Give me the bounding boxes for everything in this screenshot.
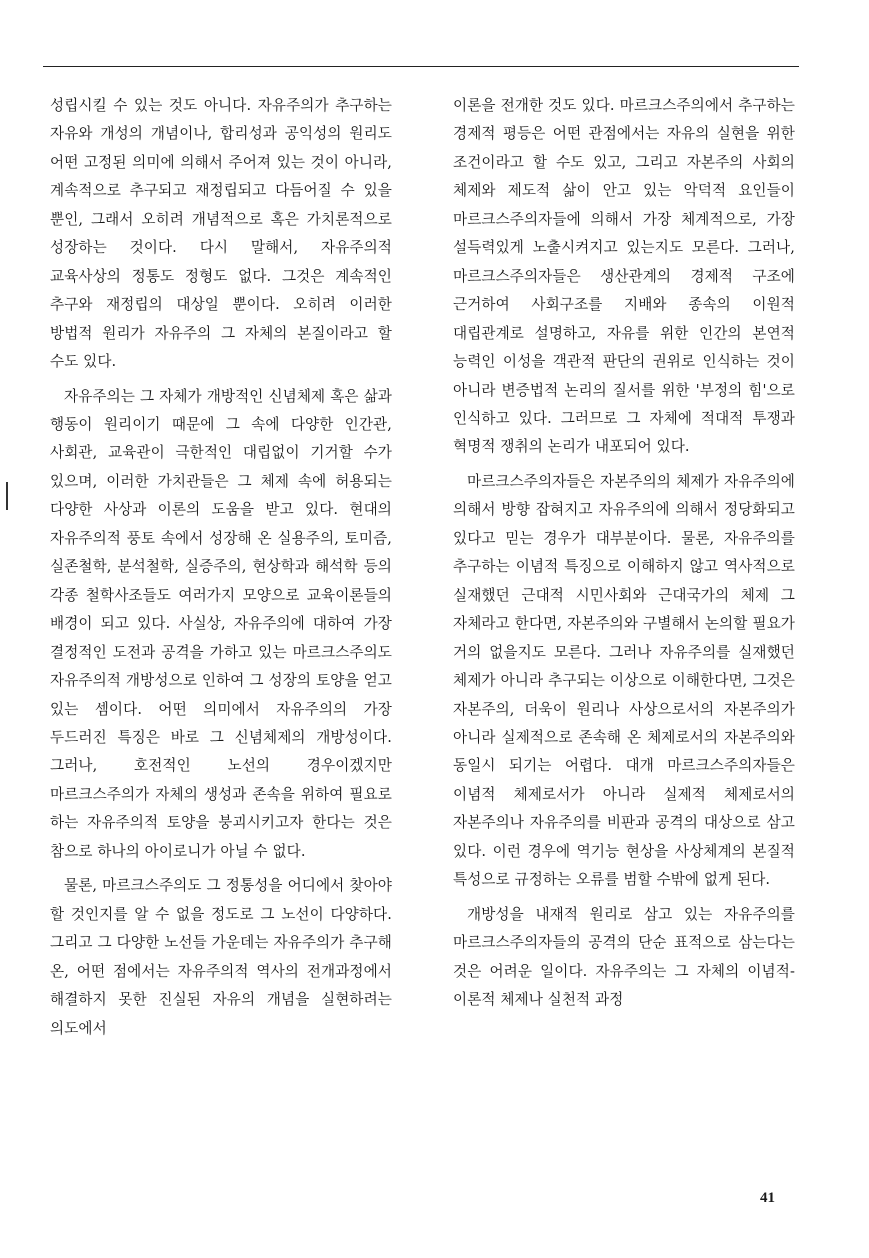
left-paragraph-3: 물론, 마르크스주의도 그 정통성을 어디에서 찾아야 할 것인지를 알 수 없을 정도로 그 노선이 다양하다. 그리고 그 다양한 노선들 가운데는 자유주의가 추구해 온, 어떤 점에서는 자유주의적 역사의 전개과정에서 해결하지 못한 진실된 자유의 개념을 실현하려는 의도에서 — [50, 877, 392, 1037]
right-paragraph-2: 마르크스주의자들은 자본주의의 체제가 자유주의에 의해서 방향 잡혀지고 자유주의에 의해서 정당화되고 있다고 믿는 경우가 대부분이다. 물론, 자유주의를 추구하는 이념적 특징으로 이해하지 않고 역사적으로 실재했던 근대적 시민사회와 근대국가의 체제 그 자체라고 한다면, 자본주의와 구별해서 논의할 필요가 거의 없을지도 모른다. 그러나 자유주의를 실재했던 체제가 아니라 추구되는 이상으로 이해한다면, 그것은 자본주의, 더욱이 원리나 사상으로서의 자본주의가 아니라 실제적으로 존속해 온 체제로서의 자본주의와 동일시 되기는 어렵다. 대개 마르크스주의자들은 이념적 체제로서가 아니라 실제적 체제로서의 자본주의나 자유주의를 비판과 공격의 대상으로 삼고 있다. 이런 경우에 역기능 현상을 사상체계의 본질적 특성으로 규정하는 오류를 범할 수밖에 없게 된다. — [453, 472, 795, 889]
header-rule — [43, 66, 799, 67]
page-number: 41 — [760, 1190, 775, 1206]
left-paragraph-1: 성립시킬 수 있는 것도 아니다. 자유주의가 추구하는 자유와 개성의 개념이나, 합리성과 공익성의 원리도 어떤 고정된 의미에 의해서 주어져 있는 것이 아니라, 계속적으로 추구되고 재정립되고 다듬어질 수 있을 뿐인, 그래서 오히려 개념적으로 혹은 가치론적으로 성장하는 것이다. 다시 말해서, 자유주의적 교육사상의 정통도 정형도 없다. 그것은 계속적인 추구와 재정립의 대상일 뿐이다. 오히려 이러한 방법적 원리가 자유주의 그 자체의 본질이라고 할 수도 있다. — [50, 97, 392, 371]
margin-mark — [6, 482, 8, 510]
right-paragraph-1: 이론을 전개한 것도 있다. 마르크스주의에서 추구하는 경제적 평등은 어떤 관점에서는 자유의 실현을 위한 조건이라고 할 수도 있고, 그리고 자본주의 사회의 체제와 제도적 삶이 안고 있는 악덕적 요인들이 마르크스주의자들에 의해서 가장 체계적으로, 가장 설득력있게 노출시켜지고 있는지도 모른다. 그러나, 마르크스주의자들은 생산관계의 경제적 구조에 근거하여 사회구조를 지배와 종속의 이원적 대립관계로 설명하고, 자유를 위한 인간의 본연적 능력인 이성을 객관적 판단의 권위로 인식하는 것이 아니라 변증법적 논리의 질서를 위한 '부정의 힘'으로 인식하고 있다. 그러므로 그 자체에 적대적 투쟁과 혁명적 쟁취의 논리가 내포되어 있다. — [453, 97, 795, 456]
right-column — [453, 92, 795, 1015]
left-paragraph-2: 자유주의는 그 자체가 개방적인 신념체제 혹은 삶과 행동이 원리이기 때문에 그 속에 다양한 인간관, 사회관, 교육관이 극한적인 대립없이 기거할 수가 있으며, 이러한 가치관들은 그 체제 속에 허용되는 다양한 사상과 이론의 도움을 받고 있다. 현대의 자유주의적 풍토 속에서 성장해 온 실용주의, 토미즘, 실존철학, 분석철학, 실증주의, 현상학과 해석학 등의 각종 철학사조들도 여러가지 모양으로 교육이론들의 배경이 되고 있다. 사실상, 자유주의에 대하여 가장 결정적인 도전과 공격을 가하고 있는 마르크스주의도 자유주의적 개방성으로 인하여 그 성장의 토양을 얻고 있는 셈이다. 어떤 의미에서 자유주의의 가장 두드러진 특징은 바로 그 신념체제의 개방성이다. 그러나, 호전적인 노선의 경우이겠지만 마르크스주의가 자체의 생성과 존속을 위하여 필요로 하는 자유주의적 토양을 붕괴시키고자 한다는 것은 참으로 하나의 아이로니가 아닐 수 없다. — [50, 387, 392, 860]
left-column — [50, 92, 392, 1043]
right-paragraph-3: 개방성을 내재적 원리로 삼고 있는 자유주의를 마르크스주의자들의 공격의 단순 표적으로 삼는다는 것은 어려운 일이다. 자유주의는 그 자체의 이념적-이론적 체제나 실천적 과정 — [453, 905, 795, 1009]
